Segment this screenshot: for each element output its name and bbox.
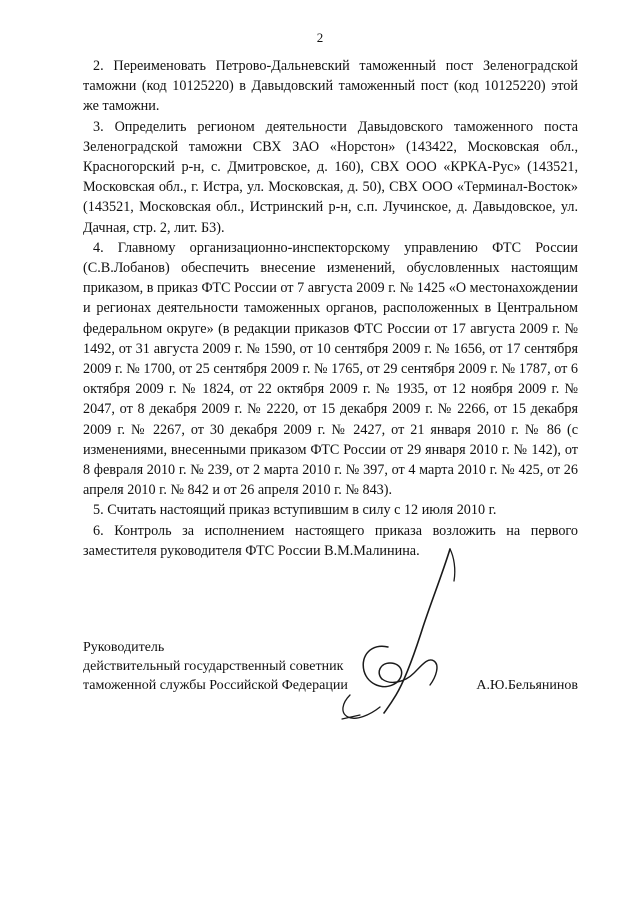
paragraph-2: 2. Переименовать Петрово-Дальневский таможенный пост Зеленоградской таможни (код 10125220) в Давыдовский таможенный пост (код 10125220) этой же таможни. xyxy=(83,58,578,115)
paragraph-4: 4. Главному организационно-инспекторскому управлению ФТС России (С.В.Лобанов) обеспечить внесение изменений, обусловленных настоящим приказом, в приказ ФТС России от 7 августа 2009 г. № 1425 «О местонахождении и регионах деятельности таможенных органов, расположенных в Центральном федеральном округе» (в редакции приказов ФТС России от 17 августа 2009 г. № 1492, от 31 августа 2009 г. № 1590, от 10 сентября 2009 г. № 1656, от 17 сентября 2009 г. № 1700, от 25 сентября 2009 г. № 1765, от 29 сентября 2009 г. № 1787, от 6 октября 2009 г. № 1824, от 22 октября 2009 г. № 1935, от 12 ноября 2009 г. № 2047, от 8 декабря 2009 г. № 2220, от 15 декабря 2009 г. № 2266, от 15 декабря 2009 г. № 2267, от 30 декабря 2009 г. № 2427, от 21 января 2010 г. № 86 (с изменениями, внесенными приказом ФТС России от 29 января 2010 г. № 142), от 8 февраля 2010 г. № 239, от 2 марта 2010 г. № 397, от 4 марта 2010 г. № 425, от 26 апреля 2010 г. № 842 и от 26 апреля 2010 г. № 843). xyxy=(83,239,578,499)
handwritten-signature xyxy=(330,545,470,725)
paragraph-3: 3. Определить регионом деятельности Давыдовского таможенного поста Зеленоградской таможни СВХ ЗАО «Норстон» (143422, Московская обл., Красногорский р-н, с. Дмитровское, д. 160), СВХ ООО «КРКА-Рус» (143521, Московская обл., г. Истра, ул. Московская, д. 50), СВХ ООО «Терминал-Восток» (143521, Московская обл., Истринский р-н, с.п. Лучинское, д. Давыдовское, ул. Дачная, стр. 2, лит. Б3). xyxy=(83,118,578,236)
signatory-title-line: таможенной службы Российской Федерации xyxy=(83,678,348,693)
order-body xyxy=(83,56,578,561)
page-number: 2 xyxy=(316,30,324,45)
signatory-title-line: действительный государственный советник xyxy=(83,659,344,674)
signature-block xyxy=(83,638,583,695)
paragraph-6: 6. Контроль за исполнением настоящего приказа возложить на первого заместителя руководителя ФТС России В.М.Малинина. xyxy=(83,522,578,559)
signatory-title-line: Руководитель xyxy=(83,640,165,655)
signatory-name: А.Ю.Бельянинов xyxy=(476,678,578,693)
paragraph-5: 5. Считать настоящий приказ вступившим в силу с 12 июля 2010 г. xyxy=(93,502,497,519)
